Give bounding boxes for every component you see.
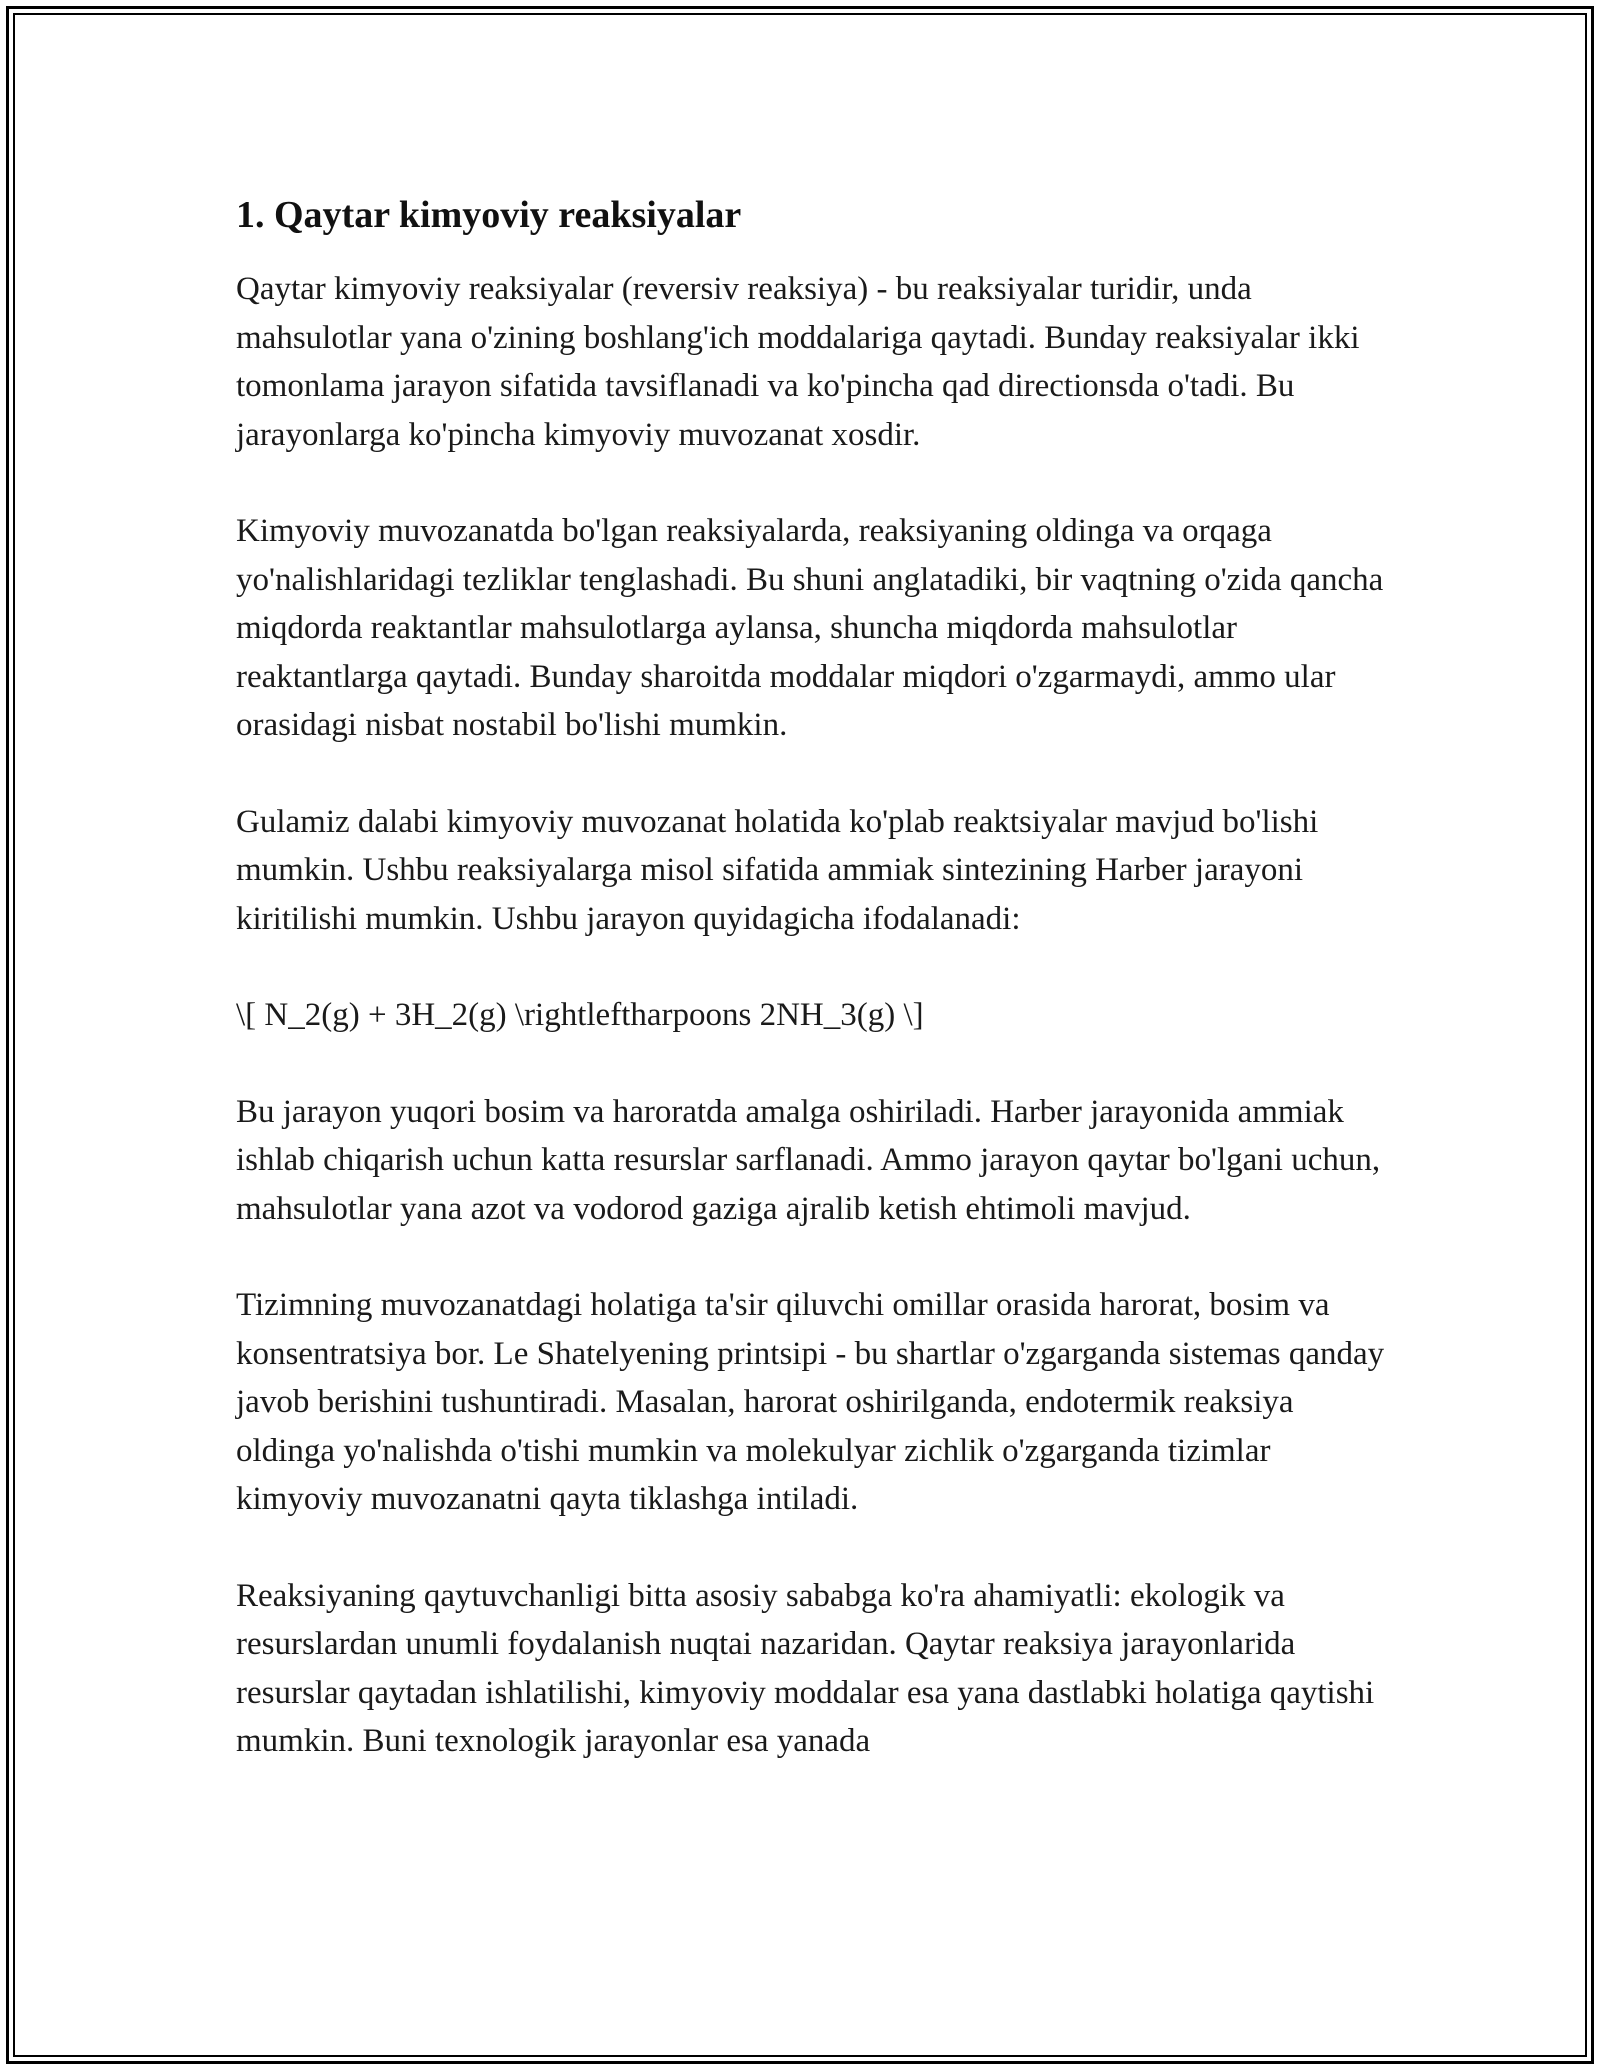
paragraph-factors: Tizimning muvozanatdagi holatiga ta'sir qiluvchi omillar orasida harorat, bosim va konsentratsiya bor. Le Shatelyening printsipi - bu shartlar o'zgarganda sistemas qanday javob berishini tushuntiradi. Masalan, harorat oshirilganda, endotermik reaksiya oldinga yo'nalishda o'tishi mumkin va molekulyar zichlik o'zgarganda tizimlar kimyoviy muvozanatni qayta tiklashga intiladi. — [236, 1287, 1385, 1517]
paragraph-equilibrium: Kimyoviy muvozanatda bo'lgan reaksiyalarda, reaksiyaning oldinga va orqaga yo'nalishlaridagi tezliklar tenglashadi. Bu shuni anglatadiki, bir vaqtning o'zida qancha miqdorda reaktantlar mahsulotlarga aylansa, shuncha miqdorda mahsulotlar reaktantlarga qaytadi. Bunday sharoitda moddalar miqdori o'zgarmaydi, ammo ular orasidagi nisbat nostabil bo'lishi mumkin. — [236, 513, 1384, 743]
document-body — [236, 187, 1386, 1814]
paragraph-significance: Reaksiyaning qaytuvchanligi bitta asosiy sababga ko'ra ahamiyatli: ekologik va resurslardan unumli foydalanish nuqtai nazaridan. Qaytar reaksiya jarayonlarida resurslar qaytadan ishlatilishi, kimyoviy moddalar esa yana dastlabki holatiga qaytishi mumkin. Buni texnologik jarayonlar esa yanada — [236, 1577, 1375, 1759]
section-heading: 1. Qaytar kimyoviy reaksiyalar — [236, 194, 742, 236]
paragraph-haber: Bu jarayon yuqori bosim va haroratda amalga oshiriladi. Harber jarayonida ammiak ishlab chiqarish uchun katta resurslar sarflanadi. Ammo jarayon qaytar bo'lgani uchun, mahsulotlar yana azot va vodorod gaziga ajralib ketish ehtimoli mavjud. — [236, 1093, 1381, 1227]
paragraph-example: Gulamiz dalabi kimyoviy muvozanat holatida ko'plab reaktsiyalar mavjud bo'lishi mumkin. Ushbu reaksiyalarga misol sifatida ammiak sintezining Harber jarayoni kiritilishi mumkin. Ushbu jarayon quyidagicha ifodalanadi: — [236, 803, 1319, 937]
paragraph-intro: Qaytar kimyoviy reaksiyalar (reversiv reaksiya) - bu reaksiyalar turidir, unda mahsulotlar yana o'zining boshlang'ich moddalariga qaytadi. Bunday reaksiyalar ikki tomonlama jarayon sifatida tavsiflanadi va ko'pincha qad directionsda o'tadi. Bu jarayonlarga ko'pincha kimyoviy muvozanat xosdir. — [236, 271, 1360, 453]
equation-line: \[ N_2(g) + 3H_2(g) \rightleftharpoons 2NH_3(g) \] — [236, 997, 924, 1033]
